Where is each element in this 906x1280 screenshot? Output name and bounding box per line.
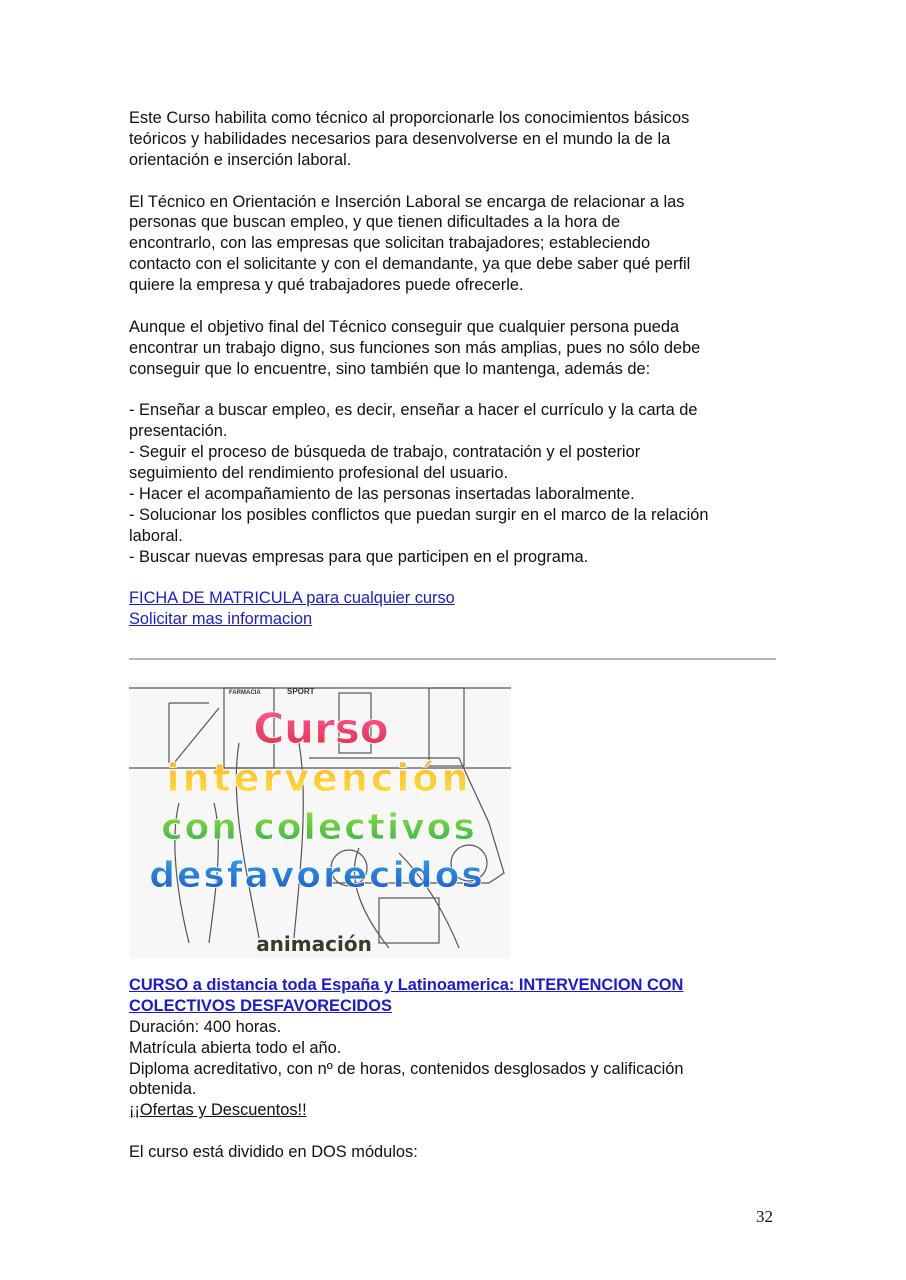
offers-link[interactable]: ¡¡Ofertas y Descuentos!! [129, 1101, 307, 1120]
text-line: contacto con el solicitante y con el demandante, ya que debe saber qué perfil [129, 255, 691, 274]
text-line: orientación e inserción laboral. [129, 150, 352, 169]
image-title-line: desfavorecidos [149, 855, 485, 896]
list-item: - Hacer el acompañamiento de las personas insertadas laboralmente. [129, 485, 635, 504]
text-line: encontrar un trabajo digno, sus funciones son más amplias, pues no sólo debe [129, 338, 701, 357]
course-image [129, 683, 511, 959]
image-title-line: Curso [253, 704, 389, 753]
course-illustration [129, 683, 511, 959]
course-diploma: Diploma acreditativo, con nº de horas, contenidos desglosados y calificación [129, 1059, 684, 1078]
more-info-link[interactable]: Solicitar mas informacion [129, 610, 313, 629]
text-line: Este Curso habilita como técnico al proporcionarle los conocimientos básicos [129, 109, 690, 127]
image-title-line: con colectivos [161, 807, 477, 848]
text-line: encontrarlo, con las empresas que solicitan trabajadores; estableciendo [129, 234, 651, 253]
course-diploma: obtenida. [129, 1080, 197, 1099]
course-enrollment: Matrícula abierta todo el año. [129, 1038, 342, 1057]
image-title-line: intervención [166, 756, 472, 800]
text-line: conseguir que lo encuentre, sino también que lo mantenga, además de: [129, 359, 651, 378]
text-line: personas que buscan empleo, y que tienen dificultades a la hora de [129, 213, 621, 232]
course-title-link[interactable]: COLECTIVOS DESFAVORECIDOS [129, 996, 392, 1015]
sign-text: FARMACIA [229, 690, 261, 696]
text-line: teóricos y habilidades necesarios para desenvolverse en el mundo la de la [129, 129, 671, 148]
list-item: seguimiento del rendimiento profesional del usuario. [129, 464, 509, 483]
text-line: El Técnico en Orientación e Inserción Laboral se encarga de relacionar a las [129, 192, 685, 211]
course-details [129, 975, 789, 1163]
course-duration: Duración: 400 horas. [129, 1017, 282, 1036]
modules-intro: El curso está dividido en DOS módulos: [129, 1143, 418, 1162]
sign-text: SPORT [287, 687, 315, 696]
course-title-link[interactable]: CURSO a distancia toda España y Latinoamerica: INTERVENCION CON [129, 976, 684, 994]
enrollment-form-link[interactable]: FICHA DE MATRICULA para cualquier curso [129, 589, 455, 608]
list-item: - Buscar nuevas empresas para que participen en el programa. [129, 547, 589, 566]
text-line: quiere la empresa y qué trabajadores puede ofrecerle. [129, 276, 524, 295]
horizontal-rule [129, 658, 776, 660]
page-number: 32 [756, 1207, 773, 1226]
list-item: - Seguir el proceso de búsqueda de trabajo, contratación y el posterior [129, 443, 641, 462]
list-item: - Enseñar a buscar empleo, es decir, enseñar a hacer el currículo y la carta de [129, 401, 698, 420]
list-item: presentación. [129, 422, 228, 441]
list-item: laboral. [129, 526, 183, 545]
body-text [129, 108, 789, 630]
text-line: Aunque el objetivo final del Técnico conseguir que cualquier persona pueda [129, 317, 680, 336]
image-footer: animación [256, 932, 372, 956]
list-item: - Solucionar los posibles conflictos que puedan surgir en el marco de la relación [129, 505, 709, 524]
